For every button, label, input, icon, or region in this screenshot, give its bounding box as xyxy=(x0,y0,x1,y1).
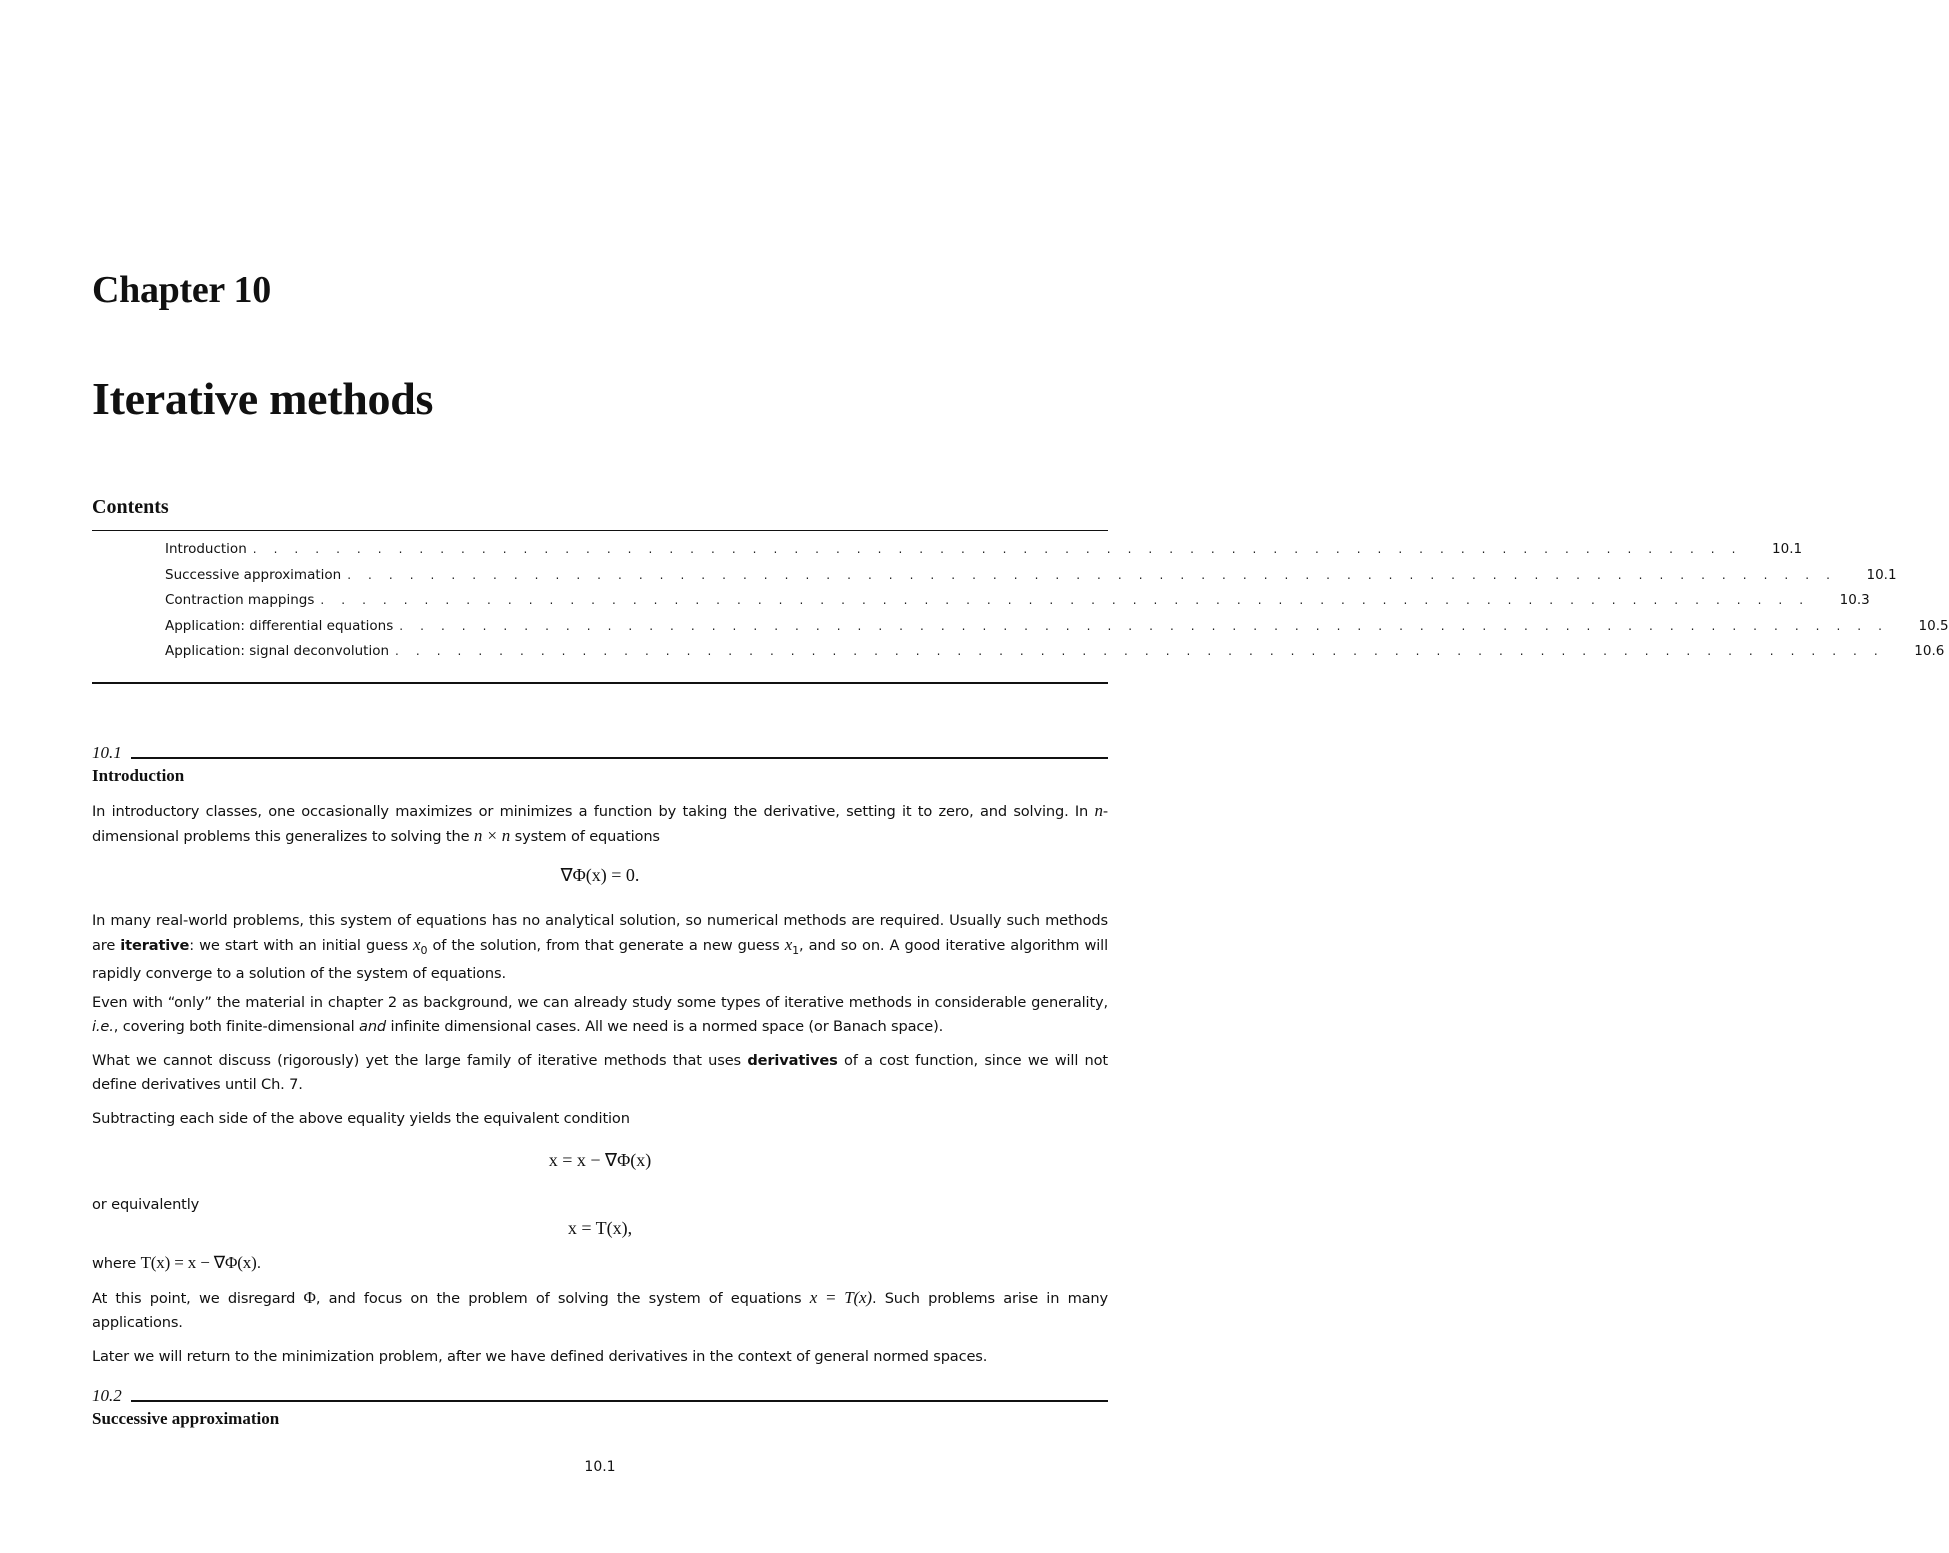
section-title: Successive approximation xyxy=(92,1409,280,1428)
toc-leader-dots: . . . . . . . . . . . . . . . . . . . . . . . . . . . . . . . . . . . . . . . . . . . . . . . . . . . . . . . . . . . . . . . . . . . . . . . . xyxy=(252,542,1743,556)
toc-leader-dots: . . . . . . . . . . . . . . . . . . . . . . . . . . . . . . . . . . . . . . . . . . . . . . . . . . . . . . . . . . . . . . . . . . . . . . . . xyxy=(320,593,1810,607)
contents-top-rule xyxy=(92,530,1108,531)
section-number: 10.1 xyxy=(92,743,122,762)
toc-entry[interactable] xyxy=(165,592,1870,618)
toc-entry-label[interactable]: Contraction mappings xyxy=(165,592,315,608)
toc-entry[interactable] xyxy=(165,643,1945,669)
toc-entry-page[interactable]: 10.1 xyxy=(1772,541,1803,557)
toc-entry-label[interactable]: Application: differential equations xyxy=(165,617,394,634)
toc-entry-page[interactable]: 10.5 xyxy=(1918,617,1949,634)
toc-leader-dots: . . . . . . . . . . . . . . . . . . . . . . . . . . . . . . . . . . . . . . . . . . . . . . . . . . . . . . . . . . . . . . . . . . . . . . . . xyxy=(399,618,1889,633)
chapter-label: Chapter 10 xyxy=(92,269,271,311)
toc-leader-dots: . . . . . . . . . . . . . . . . . . . . . . . . . . . . . . . . . . . . . . . . . . . . . . . . . . . . . . . . . . . . . . . . . . . . . . . . xyxy=(347,567,1837,582)
toc-entry-page[interactable]: 10.6 xyxy=(1914,643,1945,659)
section-rule xyxy=(131,1400,1108,1402)
toc-entry-page[interactable]: 10.3 xyxy=(1839,592,1870,608)
paragraph: where T(x) = x − ∇Φ(x). xyxy=(92,1253,262,1272)
paragraph: Later we will return to the minimization problem, after we have defined derivatives in the context of general normed spaces. xyxy=(92,1348,988,1365)
paragraph: At this point, we disregard Φ, and focus on the problem of solving the system of equations x = T(x). Such problems arise in many applications. xyxy=(92,1288,1109,1331)
toc-entry-label[interactable]: Introduction xyxy=(165,541,247,557)
section-rule xyxy=(131,757,1108,759)
paragraph: What we cannot discuss (rigorously) yet the large family of iterative methods that uses derivatives of a cost function, since we will not define derivatives until Ch. 7. xyxy=(92,1052,1109,1093)
toc-entry-label[interactable]: Application: signal deconvolution xyxy=(165,643,390,659)
contents-bottom-rule xyxy=(92,682,1108,684)
section-title: Introduction xyxy=(92,766,185,785)
paragraph: Even with “only” the material in chapter 2 as background, we can already study some types of iterative methods in considerable generality, i.e., covering both finite-dimensional and infinite dimensional cases. All we need is a normed space (or Banach space). xyxy=(92,994,1108,1035)
contents-heading: Contents xyxy=(92,496,169,518)
equation: x = T(x), xyxy=(567,1218,633,1238)
toc-entry[interactable] xyxy=(165,617,1949,644)
paragraph: In many real-world problems, this system of equations has no analytical solution, so numerical methods are required. Usually such methods are iterative: we start with an initial guess $x_0$ of the solution, from that generate a new guess $x_1$, and so on. A good iterative algorithm will rapidly converge to a solution of the system of equations. xyxy=(92,912,1108,982)
paragraph: Subtracting each side of the above equality yields the equivalent condition xyxy=(92,1110,630,1127)
toc-entry[interactable] xyxy=(165,541,1803,567)
toc-entry-label[interactable]: Successive approximation xyxy=(165,566,342,583)
table-of-contents xyxy=(165,541,1949,669)
toc-leader-dots: . . . . . . . . . . . . . . . . . . . . . . . . . . . . . . . . . . . . . . . . . . . . . . . . . . . . . . . . . . . . . . . . . . . . . . . . xyxy=(395,644,1885,658)
paragraph: or equivalently xyxy=(92,1196,200,1213)
equation: x = x − ∇Φ(x) xyxy=(548,1150,652,1170)
toc-entry[interactable] xyxy=(165,566,1897,593)
chapter-title: Iterative methods xyxy=(92,373,434,424)
equation: ∇Φ(x) = 0. xyxy=(560,865,640,885)
paragraph: In introductory classes, one occasionally maximizes or minimizes a function by taking the derivative, setting it to zero, and solving. In n-dimensional problems this generalizes to solving the n × n system of equations xyxy=(92,801,1108,845)
section-number: 10.2 xyxy=(92,1386,122,1405)
toc-entry-page[interactable]: 10.1 xyxy=(1866,566,1897,583)
page-number: 10.1 xyxy=(584,1459,616,1475)
